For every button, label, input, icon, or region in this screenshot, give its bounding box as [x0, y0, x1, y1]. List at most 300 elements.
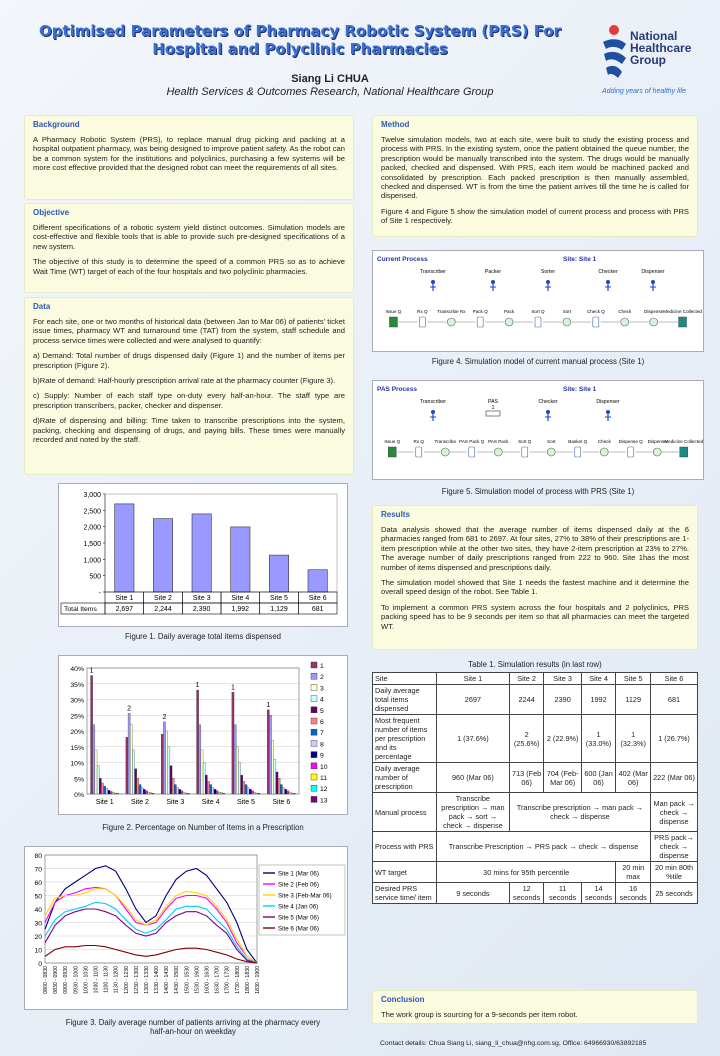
- node-label: Sort Q: [531, 309, 545, 314]
- table-row: [373, 715, 698, 763]
- y-tick-label: 20: [34, 934, 42, 941]
- table-cell: 20 min max: [616, 862, 651, 883]
- x-tick-label: 0800 - 0830: [43, 966, 49, 994]
- activity-icon: [653, 448, 661, 456]
- legend-label: Site 4 (Jan 06): [278, 903, 319, 911]
- figure-2-caption: Figure 2. Percentage on Number of Items in a Prescription: [102, 823, 304, 832]
- y-tick-label: 50: [34, 893, 42, 901]
- table-cell: 600 (Jan 06): [581, 763, 616, 793]
- queue-icon: [535, 317, 541, 327]
- legend-label: 13: [320, 797, 328, 805]
- bar: [218, 792, 220, 794]
- table-cell: Desired PRS service time/ item: [373, 883, 437, 904]
- figure-3-chart: [25, 847, 347, 1009]
- process-label: Current Process: [377, 256, 428, 263]
- activity-icon: [494, 448, 502, 456]
- bar: [128, 713, 130, 794]
- x-tick-label: 1030 - 1100: [93, 966, 100, 994]
- bar: [243, 781, 245, 794]
- bar: [287, 791, 289, 794]
- data-label: 2: [162, 713, 167, 721]
- table-row: [373, 883, 698, 904]
- table-cell: 30 mins for 95th percentile: [437, 862, 616, 883]
- figure-2: [58, 655, 348, 815]
- y-tick-label: 0: [38, 961, 42, 968]
- bar: [97, 766, 99, 794]
- x-tick-label: 1300 - 1330: [143, 966, 150, 994]
- node-label: Issue Q: [384, 439, 401, 444]
- activity-icon: [441, 448, 449, 456]
- data-label: 2,697: [115, 606, 134, 613]
- data-label: 2,244: [154, 606, 172, 613]
- x-tick-label: Site 5: [237, 799, 255, 806]
- x-tick-label: 1200 - 1230: [123, 966, 130, 994]
- node-label: Pack: [503, 309, 515, 314]
- table-cell: 1 (26.7%): [651, 715, 698, 763]
- bar: [214, 789, 216, 794]
- staff-icon: [651, 280, 655, 284]
- node-label: Transcribe Rx: [437, 309, 466, 314]
- figure-5-caption: Figure 5. Simulation model of process with PRS (Site 1): [441, 487, 635, 496]
- bar: [210, 785, 212, 794]
- affiliation: Health Services & Outcomes Research, National Healthcare Group: [166, 86, 494, 98]
- bar: [132, 750, 134, 794]
- node-label: PAS Pack: [488, 439, 509, 444]
- legend-label: Site 5 (Mar 06): [278, 914, 319, 922]
- bar: [245, 785, 247, 794]
- y-tick-label: 40: [34, 907, 42, 914]
- table-cell: 16 seconds: [616, 883, 651, 904]
- legend-label: 6: [320, 719, 324, 726]
- node-label: Sort: [562, 309, 572, 314]
- x-tick-label: Site 5: [270, 595, 288, 602]
- table-cell: 1129: [616, 685, 651, 715]
- staff-icon: [431, 410, 435, 414]
- bar: [308, 570, 327, 592]
- queue-icon: [469, 447, 475, 457]
- data-label: 1: [195, 682, 200, 690]
- table-cell: 1992: [581, 685, 616, 715]
- bar: [179, 789, 181, 794]
- figure-1-caption: Figure 1. Daily average total items dispensed: [124, 632, 282, 641]
- data-label: 2: [127, 705, 132, 713]
- staff-label: Packer: [484, 269, 502, 275]
- table-cell: Site 4: [581, 673, 616, 685]
- site-label: Site: Site 1: [563, 386, 597, 393]
- bar: [183, 792, 185, 794]
- table-cell: 2697: [437, 685, 510, 715]
- table-cell: 9 seconds: [437, 883, 510, 904]
- activity-icon: [547, 448, 555, 456]
- bar: [152, 793, 154, 794]
- x-tick-label: Site 2: [131, 799, 149, 806]
- data-item-d: d)Rate of dispensing and billing: Time taken to transcribe prescriptions into the system, packing, checking and dispensing of drugs, and paying bills. These times were manually recorded and noted by the staff.: [33, 416, 345, 445]
- y-tick-label: 10: [34, 947, 42, 955]
- bar: [220, 793, 222, 794]
- bar: [148, 792, 150, 794]
- x-tick-label: 1400 - 1430: [164, 966, 171, 994]
- figure-3-caption: Figure 3. Daily average number of patients arriving at the pharmacy every half-an-hour on weekday: [65, 1018, 321, 1036]
- results-heading: Results: [381, 510, 410, 519]
- node-label: Sort: [547, 439, 556, 444]
- table-row: [373, 685, 698, 715]
- x-tick-label: Site 3: [192, 595, 211, 602]
- staff-icon: [546, 410, 550, 414]
- bar: [241, 775, 243, 794]
- x-tick-label: 1700 - 1730: [224, 966, 231, 994]
- bar: [135, 769, 137, 794]
- staff-icon: [491, 280, 495, 284]
- bar: [161, 734, 163, 794]
- bar: [203, 763, 205, 795]
- bar: [110, 791, 112, 794]
- table-cell: Transcribe prescription → man pack → sort → check → dispense: [437, 793, 510, 832]
- legend-swatch: [311, 796, 317, 802]
- legend-label: 12: [320, 786, 328, 794]
- bar: [172, 778, 174, 794]
- queue-icon: [575, 447, 581, 457]
- source-icon: [389, 317, 397, 327]
- table-cell: 2 (22.9%): [544, 715, 581, 763]
- y-tick-label: 1,500: [83, 541, 101, 548]
- activity-icon: [600, 448, 608, 456]
- node-label: Dispense: [644, 309, 664, 314]
- poster-title: Optimised Parameters of Pharmacy Robotic System (PRS) For Hospital and Polyclinic Pharmacies: [38, 22, 562, 58]
- y-tick-label: 0%: [74, 792, 84, 799]
- bar: [249, 789, 251, 794]
- x-tick-label: 0830 - 0900: [53, 966, 60, 994]
- node-label: Basket Q: [568, 439, 588, 444]
- bar: [269, 715, 271, 794]
- x-tick-label: 1500 - 1530: [184, 966, 191, 994]
- y-tick-label: 30%: [70, 697, 84, 705]
- pas-count: 1: [491, 405, 495, 411]
- bar: [251, 791, 253, 794]
- data-item-a: a) Demand: Total number of drugs dispensed daily (Figure 1) and the number of items per prescription (Figure 2).: [33, 351, 345, 370]
- activity-icon: [563, 318, 571, 326]
- x-tick-label: Site 1: [115, 595, 134, 602]
- legend-label: 2: [320, 674, 324, 682]
- table-row: [373, 793, 698, 832]
- legend-label: 8: [320, 741, 324, 749]
- bar: [139, 785, 141, 794]
- bar: [126, 737, 128, 794]
- bar: [91, 676, 93, 794]
- figure-4-diagram: [373, 251, 703, 351]
- staff-label: Checker: [598, 269, 618, 275]
- method-p2: Figure 4 and Figure 5 show the simulation model of current process and process with PRS of Site 1 respectively.: [381, 206, 689, 226]
- bar: [106, 788, 108, 794]
- x-tick-label: 1600 - 1630: [204, 966, 211, 994]
- source-icon: [388, 447, 396, 457]
- x-tick-label: 0930 - 1000: [73, 966, 80, 994]
- sink-icon: [680, 447, 688, 457]
- node-label: Dispense Q: [618, 439, 643, 444]
- node-label: Pack Q: [472, 309, 488, 314]
- x-tick-label: Site 4: [201, 799, 220, 806]
- legend-label: 3: [320, 685, 324, 693]
- legend-label: 4: [320, 696, 324, 704]
- table-header-row: [373, 673, 698, 685]
- staff-label: Dispenser: [641, 269, 665, 275]
- table-cell: Site 2: [509, 673, 544, 685]
- legend-swatch: [311, 696, 317, 702]
- bar: [141, 788, 143, 794]
- table-cell: Daily average number of prescription: [373, 763, 437, 793]
- table-cell: Daily average total items dispensed: [373, 685, 437, 715]
- activity-icon: [650, 318, 658, 326]
- author: Siang Li CHUA: [291, 73, 369, 85]
- legend-swatch: [311, 740, 317, 746]
- bar: [153, 519, 172, 592]
- table-cell: Transcribe Prescription → PRS pack → check → dispense: [437, 832, 651, 862]
- x-tick-label: 1830 - 1900: [255, 966, 261, 994]
- logo-line-3: Group: [630, 53, 666, 67]
- bar: [143, 789, 145, 794]
- bar: [282, 788, 284, 794]
- table-1: [372, 672, 698, 904]
- table-cell: Site 1: [437, 673, 510, 685]
- bar: [280, 785, 282, 794]
- legend-swatch: [311, 752, 317, 758]
- bar: [272, 740, 274, 794]
- results-section: [372, 505, 698, 650]
- node-label: Sort Q: [518, 439, 532, 444]
- legend-swatch: [311, 684, 317, 690]
- figure-4: [372, 250, 704, 352]
- bar: [278, 778, 280, 794]
- activity-icon: [505, 318, 513, 326]
- table-row: [373, 862, 698, 883]
- bar: [205, 775, 207, 794]
- table-cell: WT target: [373, 862, 437, 883]
- process-label: PAS Process: [377, 386, 417, 393]
- bar: [95, 750, 97, 794]
- activity-icon: [447, 318, 455, 326]
- y-tick-label: 40%: [70, 666, 84, 673]
- conclusion-section: [372, 990, 698, 1024]
- data-heading: Data: [33, 302, 51, 311]
- legend-label: Site 3 (Feb-Mar 06): [278, 892, 332, 900]
- y-tick-label: 2,000: [83, 524, 101, 532]
- bar: [289, 792, 291, 794]
- data-item-b: b)Rate of demand: Half-hourly prescription arrival rate at the pharmacy counter (Figure 3).: [33, 376, 336, 386]
- data-label: 1,129: [270, 606, 288, 613]
- conclusion-heading: Conclusion: [381, 995, 425, 1004]
- table-row: [373, 832, 698, 862]
- staff-label: Checker: [538, 399, 558, 405]
- table-cell: 1 (37.6%): [437, 715, 510, 763]
- table-cell: 2244: [509, 685, 544, 715]
- plot-area: [105, 494, 337, 592]
- background-heading: Background: [33, 120, 80, 129]
- bar: [276, 772, 278, 794]
- bar: [232, 692, 234, 794]
- legend-label: 7: [320, 730, 324, 738]
- table-row: [373, 763, 698, 793]
- bar: [93, 725, 95, 794]
- table-cell: 2 (25.6%): [509, 715, 544, 763]
- data-label: 681: [311, 606, 324, 613]
- bar: [166, 731, 168, 794]
- table-cell: 12 seconds: [509, 883, 544, 904]
- bar: [223, 793, 225, 794]
- bar: [236, 747, 238, 794]
- x-tick-label: Site 1: [95, 799, 114, 806]
- bar: [254, 792, 256, 794]
- bar: [181, 791, 183, 794]
- x-tick-label: 1000 - 1030: [83, 966, 90, 994]
- data-label: 1: [266, 701, 271, 709]
- node-label: Rx Q: [417, 309, 428, 314]
- y-tick-label: 1,000: [83, 557, 101, 565]
- table-cell: Site 6: [651, 673, 698, 685]
- y-tick-label: 30: [34, 920, 42, 928]
- table-cell: Site: [373, 673, 437, 685]
- results-p3: To implement a common PRS system across the four hospitals and 2 polyclinics, PRS packing speed has to be 9 seconds per item so that all pharmacies can meet the targeted WT.: [381, 602, 689, 631]
- node-label: Dispense: [647, 439, 667, 444]
- x-tick-label: 1130 - 1200: [113, 966, 120, 994]
- x-tick-label: 0900 - 0930: [63, 966, 70, 994]
- contact-details: Contact details: Chua Siang Li, siang_li_chua@nhg.com.sg, Office: 64966930/63892185: [380, 1040, 647, 1047]
- table-cell: 222 (Mar 06): [651, 763, 698, 793]
- y-tick-label: 3,000: [83, 492, 101, 499]
- table-cell: Most frequent number of items per prescription and its percentage: [373, 715, 437, 763]
- bar: [137, 778, 139, 794]
- bar: [117, 793, 119, 794]
- y-tick-label: 15%: [70, 744, 84, 752]
- legend-label: 10: [320, 763, 328, 771]
- bar: [256, 793, 258, 794]
- table-cell: 14 seconds: [581, 883, 616, 904]
- bar: [274, 759, 276, 794]
- x-tick-label: 1230 - 1300: [133, 966, 140, 994]
- data-item-c: c) Supply: Number of each staff type on-duty every half-an-hour. The staff type are prescription transcribers, packer, checker and dispenser.: [33, 391, 345, 410]
- table-cell: Site 3: [544, 673, 581, 685]
- staff-icon: [546, 280, 550, 284]
- y-tick-label: 70: [34, 866, 42, 874]
- data-label: 1,992: [231, 606, 250, 613]
- queue-icon: [416, 447, 422, 457]
- table-cell: 25 seconds: [651, 883, 698, 904]
- x-tick-label: 1730 - 1800: [234, 966, 241, 994]
- data-intro: For each site, one or two months of historical data (between Jan to Mar 06) of patients' ticket issue times, pharmacy WT and turnaround time (TAT) from the system, staff schedule and process service times were collected and were analysed to quantify:: [33, 317, 345, 345]
- bar: [258, 793, 260, 794]
- bar: [192, 514, 211, 592]
- series-line: [45, 887, 257, 963]
- table-cell: 704 (Feb-Mar 06): [544, 763, 581, 793]
- table-cell: 960 (Mar 06): [437, 763, 510, 793]
- sink-icon: [679, 317, 687, 327]
- x-tick-label: 1630 - 1700: [214, 966, 221, 994]
- method-section: [372, 115, 698, 237]
- y-tick-label: 80: [34, 853, 42, 860]
- legend-label: Site 6 (Mar 06): [278, 925, 319, 933]
- legend-swatch: [311, 774, 317, 780]
- bar: [150, 793, 152, 794]
- node-label: Issue Q: [385, 309, 402, 314]
- queue-icon: [593, 317, 599, 327]
- y-tick-label: 2,500: [83, 508, 101, 516]
- x-tick-label: Site 6: [272, 799, 291, 806]
- table-cell: PRS pack→ check → dispense: [651, 832, 698, 862]
- nhg-logo-icon: [600, 24, 630, 80]
- series-line: [45, 866, 257, 963]
- staff-label: PAS: [488, 399, 498, 405]
- bar: [293, 793, 295, 794]
- series-line: [45, 946, 257, 964]
- bar: [234, 725, 236, 794]
- table-cell: Transcribe prescription → man pack → check → dispense: [509, 793, 650, 832]
- queue-icon: [419, 317, 425, 327]
- data-section: [24, 297, 354, 475]
- site-label: Site: Site 1: [563, 256, 597, 263]
- legend-swatch: [311, 673, 317, 679]
- table-row-label: Total Items: [64, 606, 97, 613]
- bar: [291, 793, 293, 794]
- y-tick-label: 500: [89, 573, 101, 581]
- staff-label: Dispenser: [596, 399, 620, 405]
- bar: [108, 790, 110, 794]
- figure-1: [58, 483, 348, 627]
- table-cell: 713 (Feb 06): [509, 763, 544, 793]
- bar: [112, 792, 114, 794]
- bar: [187, 793, 189, 794]
- legend-label: Site 1 (Mar 06): [278, 870, 319, 878]
- figure-5: [372, 380, 704, 480]
- node-label: Transcribe: [434, 439, 457, 444]
- objective-heading: Objective: [33, 208, 70, 217]
- figure-3: [24, 846, 348, 1010]
- bar: [168, 747, 170, 794]
- bar: [207, 781, 209, 794]
- y-tick-label: 35%: [70, 681, 84, 689]
- table-1-caption: Table 1. Simulation results (in last row): [468, 660, 602, 669]
- node-label: Check: [618, 309, 632, 314]
- legend-label: Site 2 (Feb 06): [278, 881, 319, 889]
- legend-label: 5: [320, 707, 324, 715]
- table-cell: Manual process: [373, 793, 437, 832]
- x-tick-label: 1100 - 1130: [103, 966, 110, 993]
- bar: [163, 722, 165, 794]
- logo-line-2: Healthcare: [630, 41, 692, 55]
- bar: [247, 788, 249, 794]
- data-label: 2,390: [192, 606, 211, 613]
- bar: [170, 766, 172, 794]
- table-cell: 681: [651, 685, 698, 715]
- figure-2-chart: [59, 656, 347, 814]
- queue-icon: [628, 447, 634, 457]
- node-label: Medicine Collected: [664, 439, 703, 444]
- node-label: Check Q: [586, 309, 605, 314]
- bar: [216, 791, 218, 794]
- data-label: 1: [231, 684, 235, 692]
- legend-label: 11: [320, 775, 328, 782]
- node-label: Medicine Collected: [663, 309, 702, 314]
- y-tick-label: -: [98, 590, 101, 597]
- objective-p2: The objective of this study is to determine the speed of a common PRS so as to achieve Wait Time (WT) target of each of the four hospitals and two polyclinic pharmacies.: [33, 257, 345, 276]
- pas-machine: [486, 411, 500, 416]
- x-tick-label: Site 2: [154, 595, 172, 602]
- legend-swatch: [311, 763, 317, 769]
- bar: [199, 725, 201, 794]
- node-label: Check: [597, 439, 611, 444]
- activity-icon: [621, 318, 629, 326]
- logo-tagline: Adding years of healthy life: [602, 88, 687, 95]
- y-tick-label: 25%: [70, 713, 84, 721]
- data-label: 1: [89, 667, 94, 675]
- x-tick-label: Site 3: [166, 799, 185, 806]
